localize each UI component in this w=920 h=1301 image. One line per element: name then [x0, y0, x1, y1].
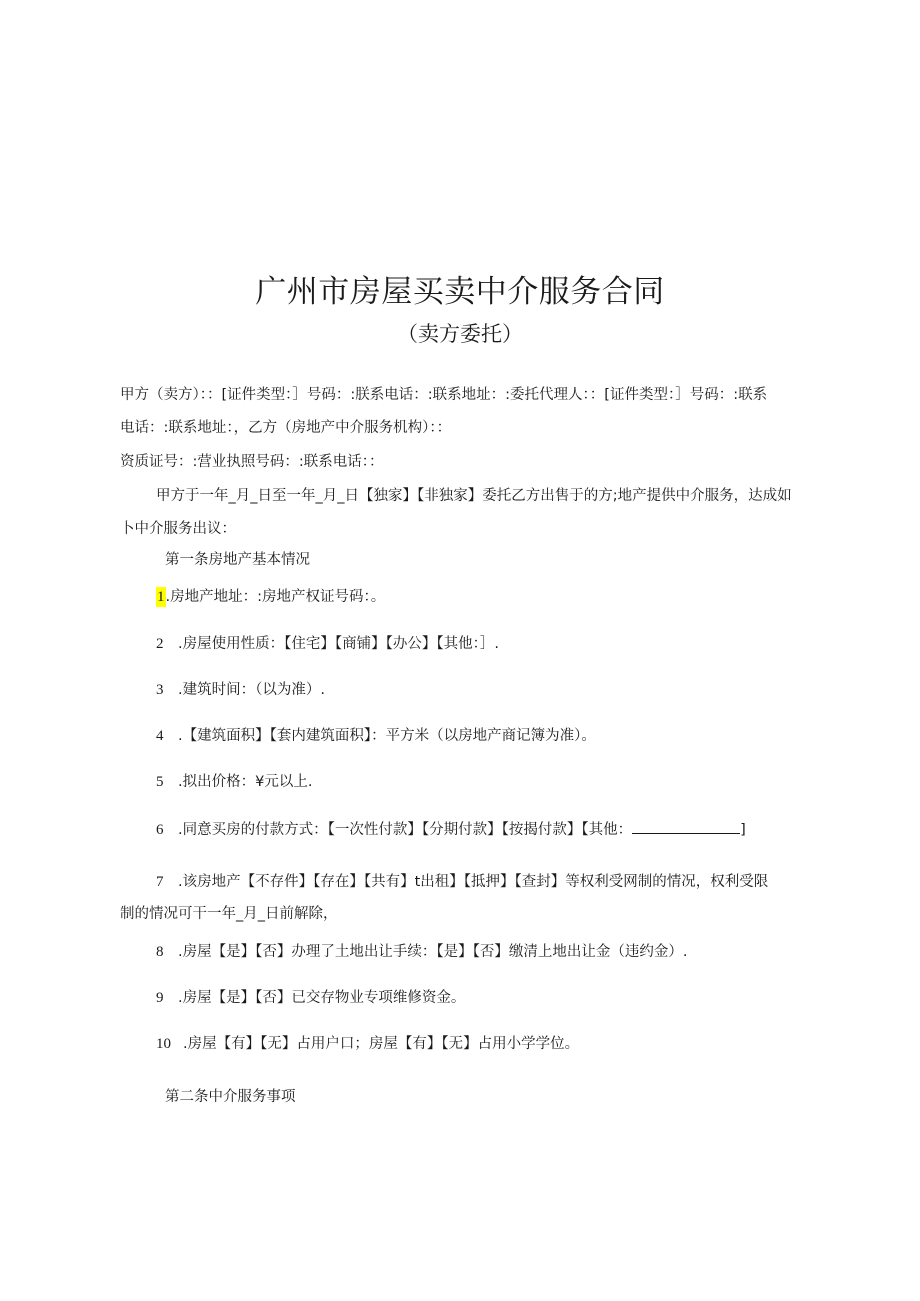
intro-line-1: 甲方于一年_月_日至一年_月_日【独家】【非独家】委托乙方出售于的方;地产提供中介服务，达成如: [156, 488, 792, 504]
item-number: 10: [156, 1036, 171, 1052]
list-item: [156, 587, 385, 607]
item-number: 2: [156, 636, 164, 652]
page-subtitle: （卖方委托）: [397, 322, 523, 346]
list-item: [156, 726, 596, 746]
item-text: .建筑时间：（以为准）.: [178, 682, 325, 698]
fill-in-blank: [632, 818, 740, 834]
list-item: [156, 872, 768, 892]
list-item: [156, 942, 687, 962]
article-2-heading: 第二条中介服务事项: [165, 1089, 296, 1105]
item-text: .房地产地址：:房地产权证号码：。: [165, 589, 386, 605]
item-text: .房屋使用性质：【住宅】【商铺】【办公】【其他：］.: [178, 636, 499, 652]
item-text: .该房地产【不存件】【存在】【共有】t出租】【抵押】【查封】等权利受网制的情况，权利受限: [178, 874, 769, 890]
list-item: [156, 1034, 579, 1054]
list-item: [156, 988, 465, 1008]
item-number: 3: [156, 682, 164, 698]
item-number: 7: [156, 874, 164, 890]
item-text: .【建筑面积】【套内建筑面积】：平方米（以房地产商记簿为准）。: [178, 728, 596, 744]
item-number: 5: [156, 774, 164, 790]
item-continuation: 制的情况可干一年_月_日前解除，: [120, 906, 338, 922]
item-tail: ]: [740, 822, 746, 838]
parties-line-1: 甲方（卖方）：：[证件类型：］号码：:朕系电话：:联系地址：:委托代理人：：[证件类型：］号码：:联系: [120, 387, 768, 403]
list-item: [156, 772, 312, 792]
item-text: .房屋【是】【否】已交存物业专项维修资金。: [178, 990, 466, 1006]
parties-line-3: 资质证号：:营业执照号码：:联系电话：：: [120, 454, 384, 470]
item-text: .同意买房的付款方式：【一次性付款】【分期付款】【按揭付款】【其他：: [178, 822, 633, 838]
intro-line-2: 卜中介服务出议：: [120, 521, 236, 537]
article-1-heading: 第一条房地产基本情况: [165, 552, 310, 568]
list-item: [156, 818, 746, 840]
parties-line-2: 电话：:联系地址：，乙方（房地产中介服务机构）：：: [120, 420, 452, 436]
item-text: .拟出价格：¥元以上.: [178, 774, 313, 790]
item-number: 1: [157, 589, 165, 605]
page-title: 广州市房屋买卖中介服务合同: [255, 274, 665, 310]
item-number: 6: [156, 822, 164, 838]
item-number: 9: [156, 990, 164, 1006]
item-text: .房屋【是】【否】办理了土地出让手续：【是】【否】缴清上地出让金（违约金）.: [178, 944, 688, 960]
item-text: .房屋【有】【无】占用户口；房屋【有】【无】占用小学学位。: [183, 1036, 580, 1052]
item-number: 4: [156, 728, 164, 744]
list-item: [156, 634, 499, 654]
list-item: [156, 680, 325, 700]
item-number: 8: [156, 944, 164, 960]
